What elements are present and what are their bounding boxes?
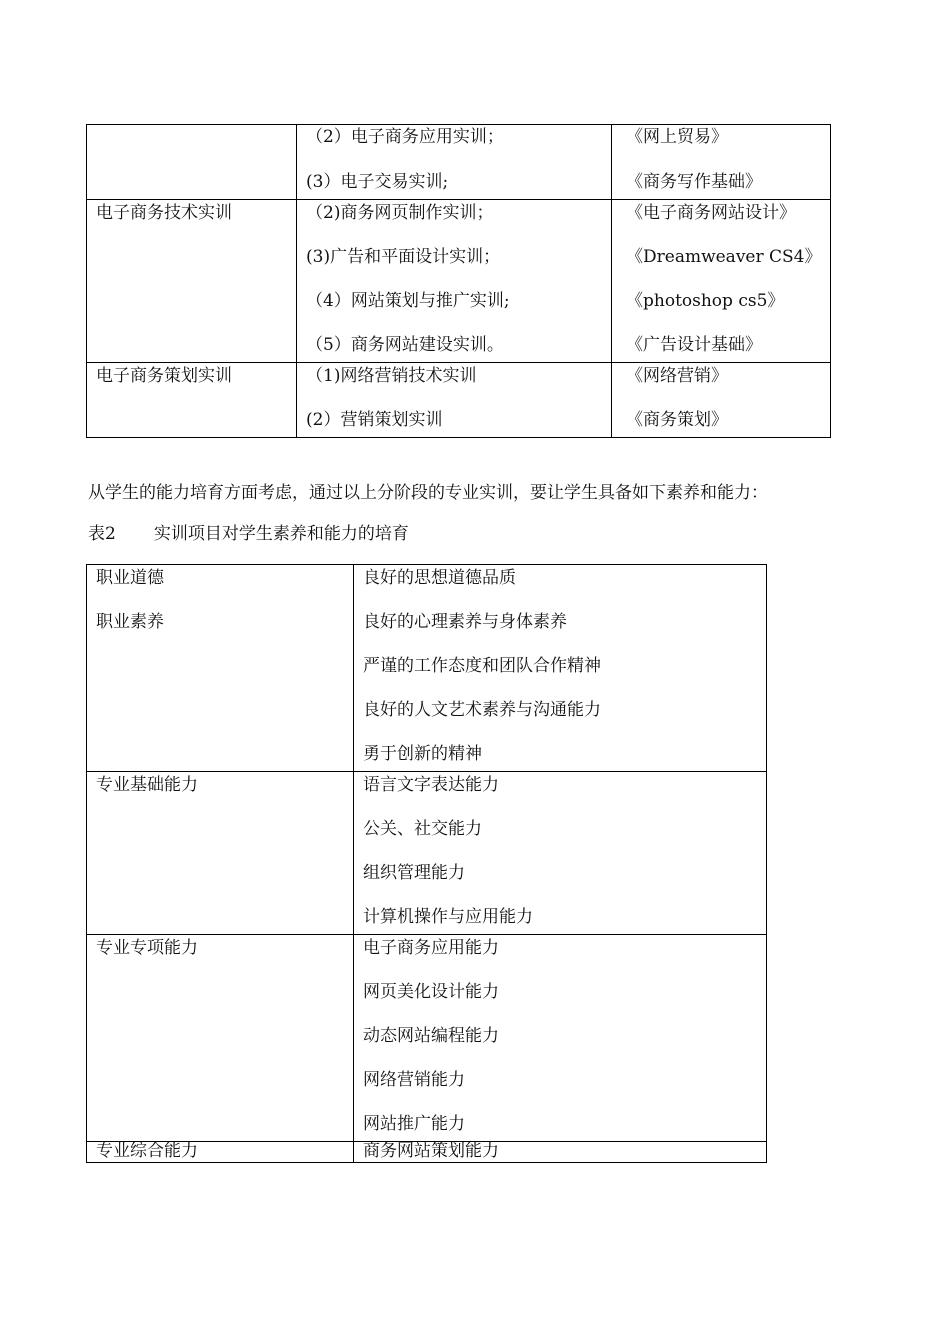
table-row bbox=[87, 200, 831, 363]
ability-item: 勇于创新的精神 bbox=[363, 744, 482, 764]
table-caption bbox=[88, 522, 409, 546]
training-item: （5）商务网站建设实训。 bbox=[306, 335, 504, 355]
training-item: (3)广告和平面设计实训； bbox=[306, 247, 501, 267]
caption-label: 表2 bbox=[88, 524, 116, 544]
book-list-cell bbox=[612, 363, 831, 438]
book-list-cell bbox=[612, 125, 831, 200]
ability-list-cell bbox=[354, 565, 767, 772]
ability-item: 良好的心理素养与身体素养 bbox=[363, 612, 567, 632]
ability-category: 专业基础能力 bbox=[96, 775, 198, 795]
book-title: 《商务策划》 bbox=[626, 410, 728, 430]
book-title: 《商务写作基础》 bbox=[626, 172, 762, 192]
table-row bbox=[87, 772, 767, 935]
training-name: 电子商务技术实训 bbox=[96, 203, 232, 223]
ability-category-cell bbox=[87, 565, 354, 772]
ability-category: 专业综合能力 bbox=[96, 1141, 198, 1161]
ability-category-cell bbox=[87, 1142, 354, 1163]
ability-item: 良好的思想道德品质 bbox=[363, 568, 516, 588]
ability-item: 电子商务应用能力 bbox=[363, 938, 499, 958]
training-item: （2)商务网页制作实训； bbox=[306, 203, 494, 223]
book-title: 《Dreamweaver CS4》 bbox=[626, 247, 822, 267]
ability-item: 良好的人文艺术素养与沟通能力 bbox=[363, 700, 601, 720]
training-table bbox=[86, 124, 831, 438]
caption-title: 实训项目对学生素养和能力的培育 bbox=[153, 524, 409, 544]
ability-item: 动态网站编程能力 bbox=[363, 1026, 499, 1046]
training-item: （1)网络营销技术实训 bbox=[306, 366, 477, 386]
table-row bbox=[87, 125, 831, 200]
training-item: (2）营销策划实训 bbox=[306, 410, 443, 430]
table-row bbox=[87, 935, 767, 1142]
ability-item: 组织管理能力 bbox=[363, 863, 465, 883]
training-items-cell bbox=[297, 125, 612, 200]
ability-category-cell bbox=[87, 935, 354, 1142]
ability-list-cell bbox=[354, 772, 767, 935]
training-item: （2）电子商务应用实训； bbox=[306, 127, 504, 147]
book-title: 《电子商务网站设计》 bbox=[626, 203, 796, 223]
ability-item: 严谨的工作态度和团队合作精神 bbox=[363, 656, 601, 676]
training-name-cell bbox=[87, 363, 297, 438]
ability-item: 网页美化设计能力 bbox=[363, 982, 499, 1002]
ability-item: 公关、社交能力 bbox=[363, 819, 482, 839]
ability-category: 专业专项能力 bbox=[96, 938, 198, 958]
table-row bbox=[87, 1142, 767, 1163]
book-list-cell bbox=[612, 200, 831, 363]
table-row bbox=[87, 363, 831, 438]
ability-item: 商务网站策划能力 bbox=[363, 1141, 499, 1161]
training-name: 电子商务策划实训 bbox=[96, 366, 232, 386]
ability-category: 职业素养 bbox=[96, 612, 164, 632]
table-row bbox=[87, 565, 767, 772]
ability-list-cell bbox=[354, 1142, 767, 1163]
ability-item: 网站推广能力 bbox=[363, 1114, 465, 1134]
training-item: （4）网站策划与推广实训; bbox=[306, 291, 510, 311]
ability-item: 计算机操作与应用能力 bbox=[363, 907, 533, 927]
book-title: 《网上贸易》 bbox=[626, 127, 728, 147]
book-title: 《photoshop cs5》 bbox=[626, 291, 785, 311]
book-title: 《广告设计基础》 bbox=[626, 335, 762, 355]
book-title: 《网络营销》 bbox=[626, 366, 728, 386]
ability-item: 网络营销能力 bbox=[363, 1070, 465, 1090]
intro-paragraph: 从学生的能力培育方面考虑，通过以上分阶段的专业实训，要让学生具备如下素养和能力： bbox=[88, 483, 768, 503]
training-name-cell bbox=[87, 200, 297, 363]
training-name-cell bbox=[87, 125, 297, 200]
training-items-cell bbox=[297, 363, 612, 438]
ability-category: 职业道德 bbox=[96, 568, 164, 588]
ability-list-cell bbox=[354, 935, 767, 1142]
training-item: (3）电子交易实训; bbox=[306, 172, 449, 192]
ability-table bbox=[86, 564, 767, 1163]
training-items-cell bbox=[297, 200, 612, 363]
ability-category-cell bbox=[87, 772, 354, 935]
ability-item: 语言文字表达能力 bbox=[363, 775, 499, 795]
